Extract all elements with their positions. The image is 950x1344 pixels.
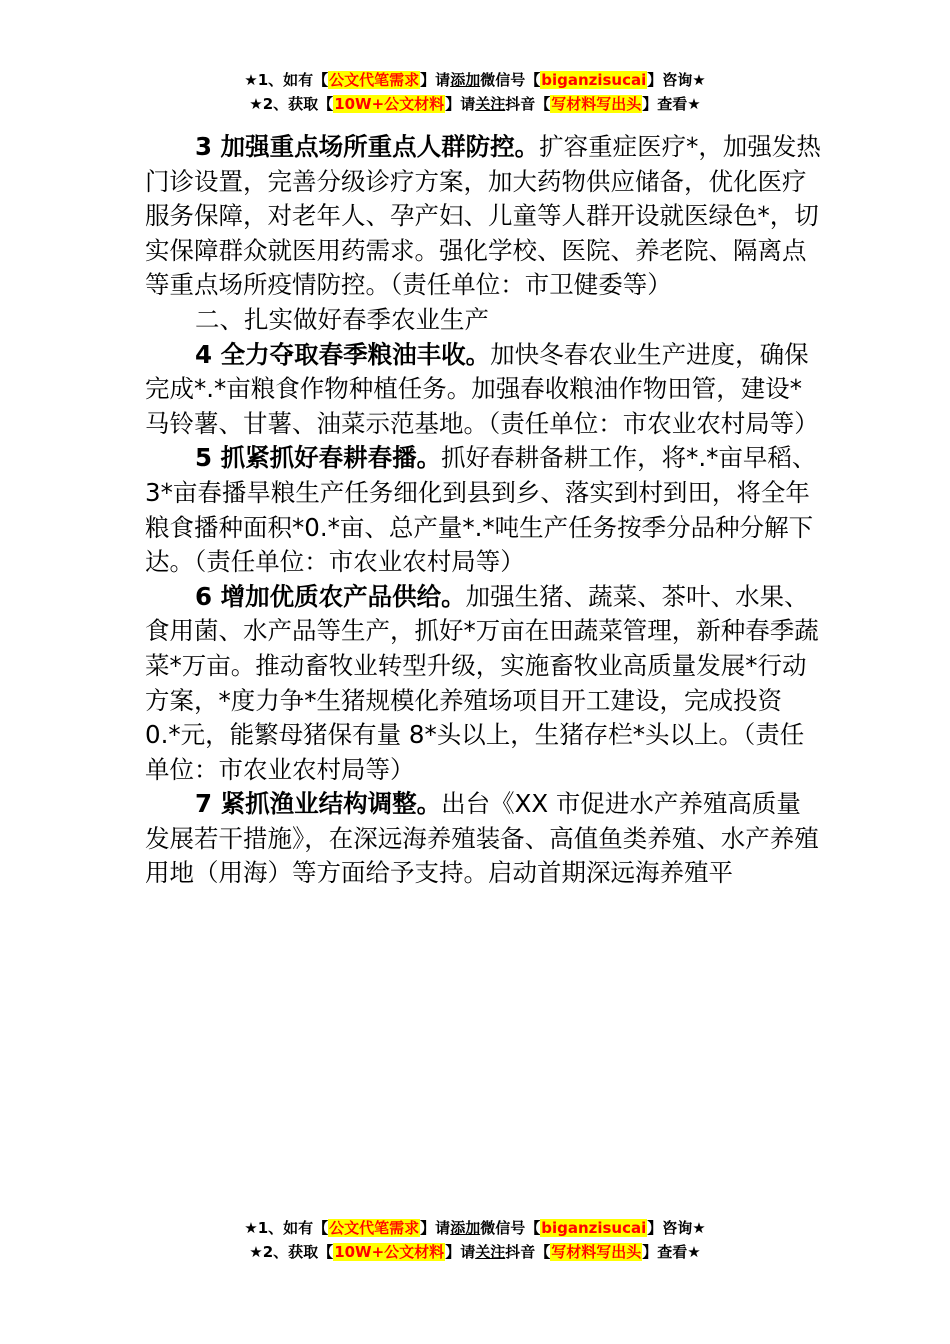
paragraph-text: 抓好春耕备耕工作，将*.*亩早稻、3*亩春播旱粮生产任务细化到县到乡、落实到村到田，将全年粮食播种面积*0.*亩、总产量*.*吨生产任务按季分品种分解下达。（责任单位：市农业农村局等） (145, 443, 817, 577)
banner-text: 抖音【 (505, 95, 551, 113)
banner-text: 】查看★ (642, 95, 701, 113)
banner-highlight: 写材料写出头 (551, 95, 642, 113)
banner-highlight: 10W+公文材料 (334, 1243, 445, 1261)
banner-text: 微信号【 (480, 71, 541, 89)
banner-text: ★2、获取【 (249, 1243, 334, 1261)
banner-text: 】请 (445, 95, 476, 113)
banner-line-2 (0, 1240, 950, 1264)
paragraph-heading: 6 增加优质农产品供给。 (195, 581, 466, 611)
banner-highlight: biganzisucai (541, 1219, 647, 1237)
banner-line-1 (0, 68, 950, 92)
banner-text: 抖音【 (505, 1243, 551, 1261)
banner-underlined: 关注 (475, 1243, 506, 1261)
banner-text: ★1、如有【 (244, 71, 329, 89)
paragraph (145, 130, 825, 303)
banner-line-2 (0, 92, 950, 116)
banner-underlined: 关注 (475, 95, 506, 113)
section-heading-text: 二、扎实做好春季农业生产 (195, 304, 489, 334)
paragraph-text: 加快冬春农业生产进度，确保完成*.*亩粮食作物种植任务。加强春收粮油作物田管，建设*马铃薯、甘薯、油菜示范基地。（责任单位：市农业农村局等） (145, 339, 819, 438)
banner-text: 】请 (420, 1219, 451, 1237)
banner-text: ★2、获取【 (249, 95, 334, 113)
banner-text: 】请 (420, 71, 451, 89)
banner-text: 】咨询★ (647, 1219, 706, 1237)
paragraph-heading: 3 加强重点场所重点人群防控。 (195, 132, 540, 161)
banner-text: 】请 (445, 1243, 476, 1261)
footer-banner (0, 1216, 950, 1264)
banner-text: 微信号【 (480, 1219, 541, 1237)
banner-highlight: biganzisucai (541, 71, 647, 89)
paragraph-heading: 4 全力夺取春季粮油丰收。 (195, 339, 491, 369)
paragraph (145, 441, 825, 579)
paragraph-text: 扩容重症医疗*，加强发热门诊设置，完善分级诊疗方案，加大药物供应储备，优化医疗服务保障，对老年人、孕产妇、儿童等人群开设就医绿色*，切实保障群众就医用药需求。强化学校、医院、养老院、隔离点等重点场所疫情防控。（责任单位：市卫健委等） (145, 132, 821, 300)
paragraph-text: 加强生猪、蔬菜、茶叶、水果、食用菌、水产品等生产，抓好*万亩在田蔬菜管理，新种春季蔬菜*万亩。推动畜牧业转型升级，实施畜牧业高质量发展*行动方案，*度力争*生猪规模化养殖场项目开工建设，完成投资 0.*元，能繁母猪保有量 8*头以上，生猪存栏*头以上。（责任单位：市农业农村局等） (145, 581, 819, 784)
paragraph (145, 338, 825, 442)
banner-underlined: 添加 (450, 1219, 481, 1237)
banner-text: 】咨询★ (647, 71, 706, 89)
section-heading (145, 303, 825, 338)
banner-text: 】查看★ (642, 1243, 701, 1261)
banner-highlight: 公文代笔需求 (329, 71, 420, 89)
banner-text: ★1、如有【 (244, 1219, 329, 1237)
paragraph (145, 580, 825, 788)
banner-line-1 (0, 1216, 950, 1240)
document-body (145, 130, 825, 891)
paragraph (145, 787, 825, 891)
paragraph-heading: 7 紧抓渔业结构调整。 (195, 789, 442, 819)
banner-highlight: 10W+公文材料 (334, 95, 445, 113)
banner-underlined: 添加 (450, 71, 481, 89)
paragraph-text: 出台《XX 市促进水产养殖高质量发展若干措施》，在深远海养殖装备、高值鱼类养殖、水产养殖用地（用海）等方面给予支持。启动首期深远海养殖平 (145, 789, 819, 888)
header-banner (0, 68, 950, 116)
banner-highlight: 公文代笔需求 (329, 1219, 420, 1237)
banner-highlight: 写材料写出头 (551, 1243, 642, 1261)
paragraph-heading: 5 抓紧抓好春耕春播。 (195, 443, 442, 473)
